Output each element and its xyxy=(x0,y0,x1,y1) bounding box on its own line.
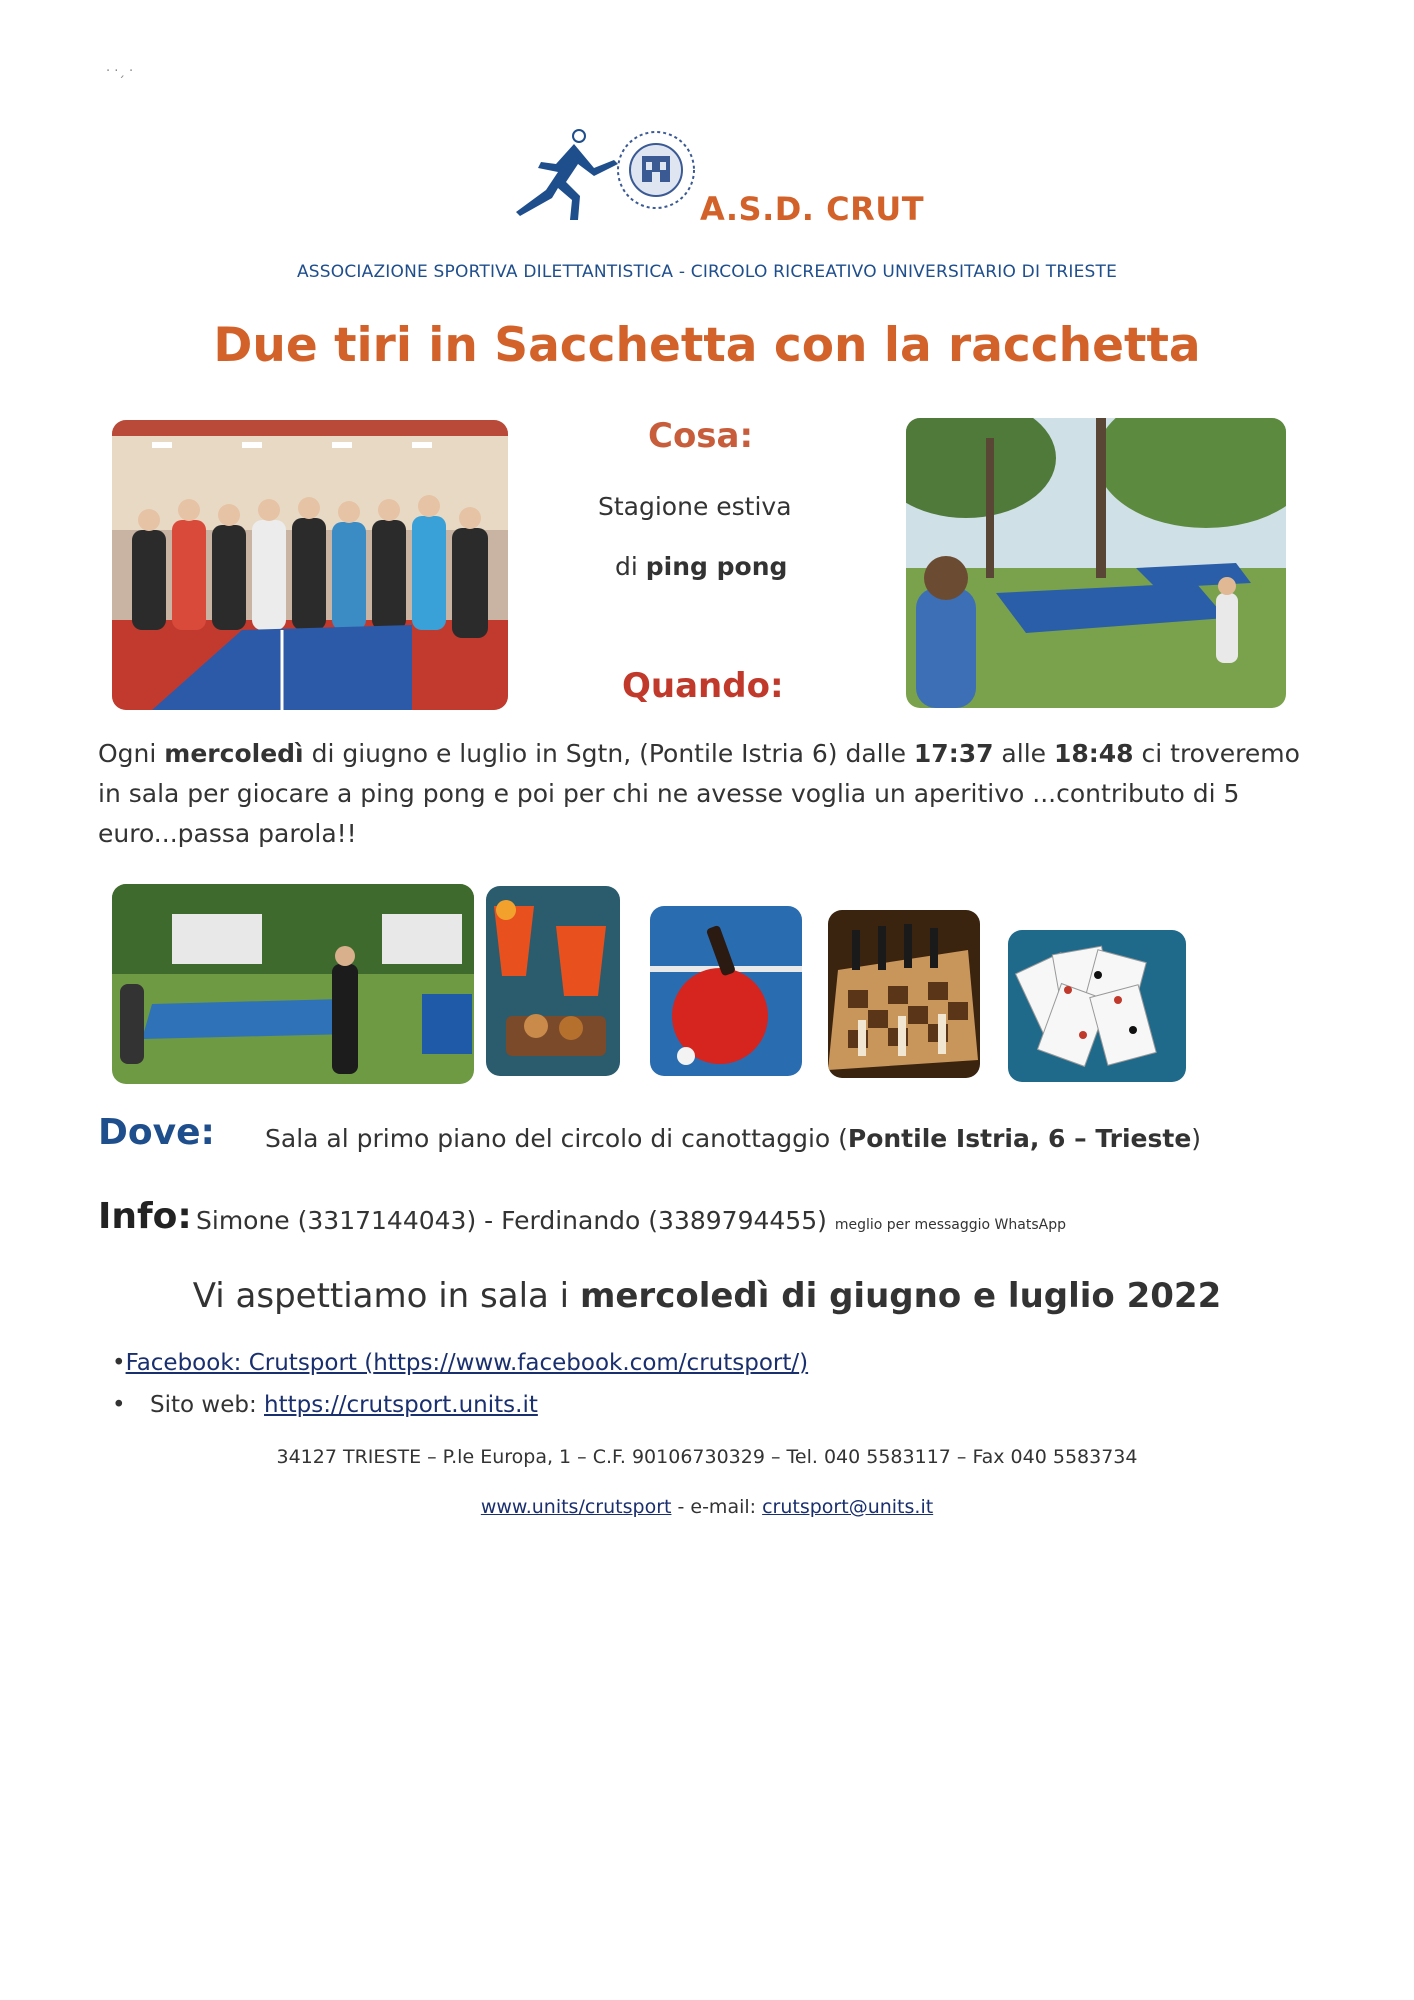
desc-part-4: ci troveremo in sala per giocare a ping pong e poi per chi ne avesse voglia un aperitivo ...contributo di 5 euro...passa parola!! xyxy=(98,739,1300,848)
paddle-photo xyxy=(650,906,802,1076)
cosa-line-1: Stagione estiva xyxy=(598,492,792,521)
info-whatsapp-note: meglio per messaggio WhatsApp xyxy=(834,1217,1066,1233)
facebook-label: Facebook: Crutsport ( xyxy=(125,1350,374,1376)
playing-cards-photo xyxy=(1008,930,1186,1082)
footer-separator: - e-mail: xyxy=(671,1496,763,1518)
desc-bold-day: mercoledì xyxy=(164,739,304,768)
footer-site-link[interactable]: www.units/crutsport xyxy=(480,1496,672,1518)
dove-text xyxy=(265,1124,1201,1153)
runner-logo-icon xyxy=(516,130,618,220)
dove-text-address: Pontile Istria, 6 – Trieste xyxy=(847,1124,1192,1153)
footer-contacts xyxy=(0,1496,1414,1518)
page-title: Due tiri in Sacchetta con la racchetta xyxy=(213,318,1201,373)
desc-bold-end-time: 18:48 xyxy=(1053,739,1134,768)
cosa-heading: Cosa: xyxy=(648,416,754,456)
info-contacts-text: Simone (3317144043) - Ferdinando (3389794455) xyxy=(196,1206,827,1235)
footer-address: 34127 TRIESTE – P.le Europa, 1 – C.F. 90106730329 – Tel. 040 5583117 – Fax 040 5583734 xyxy=(276,1446,1138,1468)
dove-heading: Dove: xyxy=(98,1112,215,1153)
association-subtitle: ASSOCIAZIONE SPORTIVA DILETTANTISTICA - CIRCOLO RICREATIVO UNIVERSITARIO DI TRIESTE xyxy=(296,262,1118,282)
info-heading: Info: xyxy=(98,1196,192,1237)
park-photo xyxy=(906,418,1286,708)
invite-prefix: Vi aspettiamo in sala i xyxy=(192,1276,580,1316)
website-label: Sito web: xyxy=(150,1392,265,1418)
aperitivo-photo xyxy=(486,886,620,1076)
bullet-icon: • xyxy=(112,1350,126,1376)
quando-heading: Quando: xyxy=(622,666,784,706)
desc-part-1: Ogni xyxy=(98,739,165,768)
facebook-link[interactable]: https://www.facebook.com/crutsport/ xyxy=(373,1350,800,1376)
chess-photo xyxy=(828,910,980,1078)
dove-text-main: Sala al primo piano del circolo di canottaggio ( xyxy=(265,1124,848,1153)
invite-bold: mercoledì di giugno e luglio 2022 xyxy=(579,1276,1222,1316)
scan-marks: · ·ˏ · xyxy=(106,64,134,79)
university-seal-icon xyxy=(618,132,694,208)
website-line xyxy=(112,1392,538,1418)
outdoor-ping-pong-photo xyxy=(112,884,474,1084)
desc-part-2: di giugno e luglio in Sgtn, (Pontile Istria 6) dalle xyxy=(303,739,914,768)
dove-text-close: ) xyxy=(1191,1124,1202,1153)
event-description xyxy=(98,734,1318,854)
team-photo xyxy=(112,420,508,710)
footer-email-link[interactable]: crutsport@units.it xyxy=(762,1496,934,1518)
cosa-line-2-prefix: di xyxy=(615,552,646,581)
facebook-close: ) xyxy=(799,1350,809,1376)
invitation-line xyxy=(0,1276,1414,1316)
info-contacts xyxy=(196,1206,1066,1235)
facebook-line xyxy=(112,1350,808,1376)
desc-bold-start-time: 17:37 xyxy=(913,739,994,768)
desc-part-3: alle xyxy=(993,739,1054,768)
brand-name: A.S.D. CRUT xyxy=(700,190,925,228)
website-link[interactable]: https://crutsport.units.it xyxy=(264,1392,538,1418)
cosa-line-2-bold: ping pong xyxy=(645,552,788,581)
bullet-icon: • xyxy=(112,1392,126,1418)
cosa-line-2 xyxy=(615,552,787,581)
crut-logo xyxy=(486,124,706,234)
